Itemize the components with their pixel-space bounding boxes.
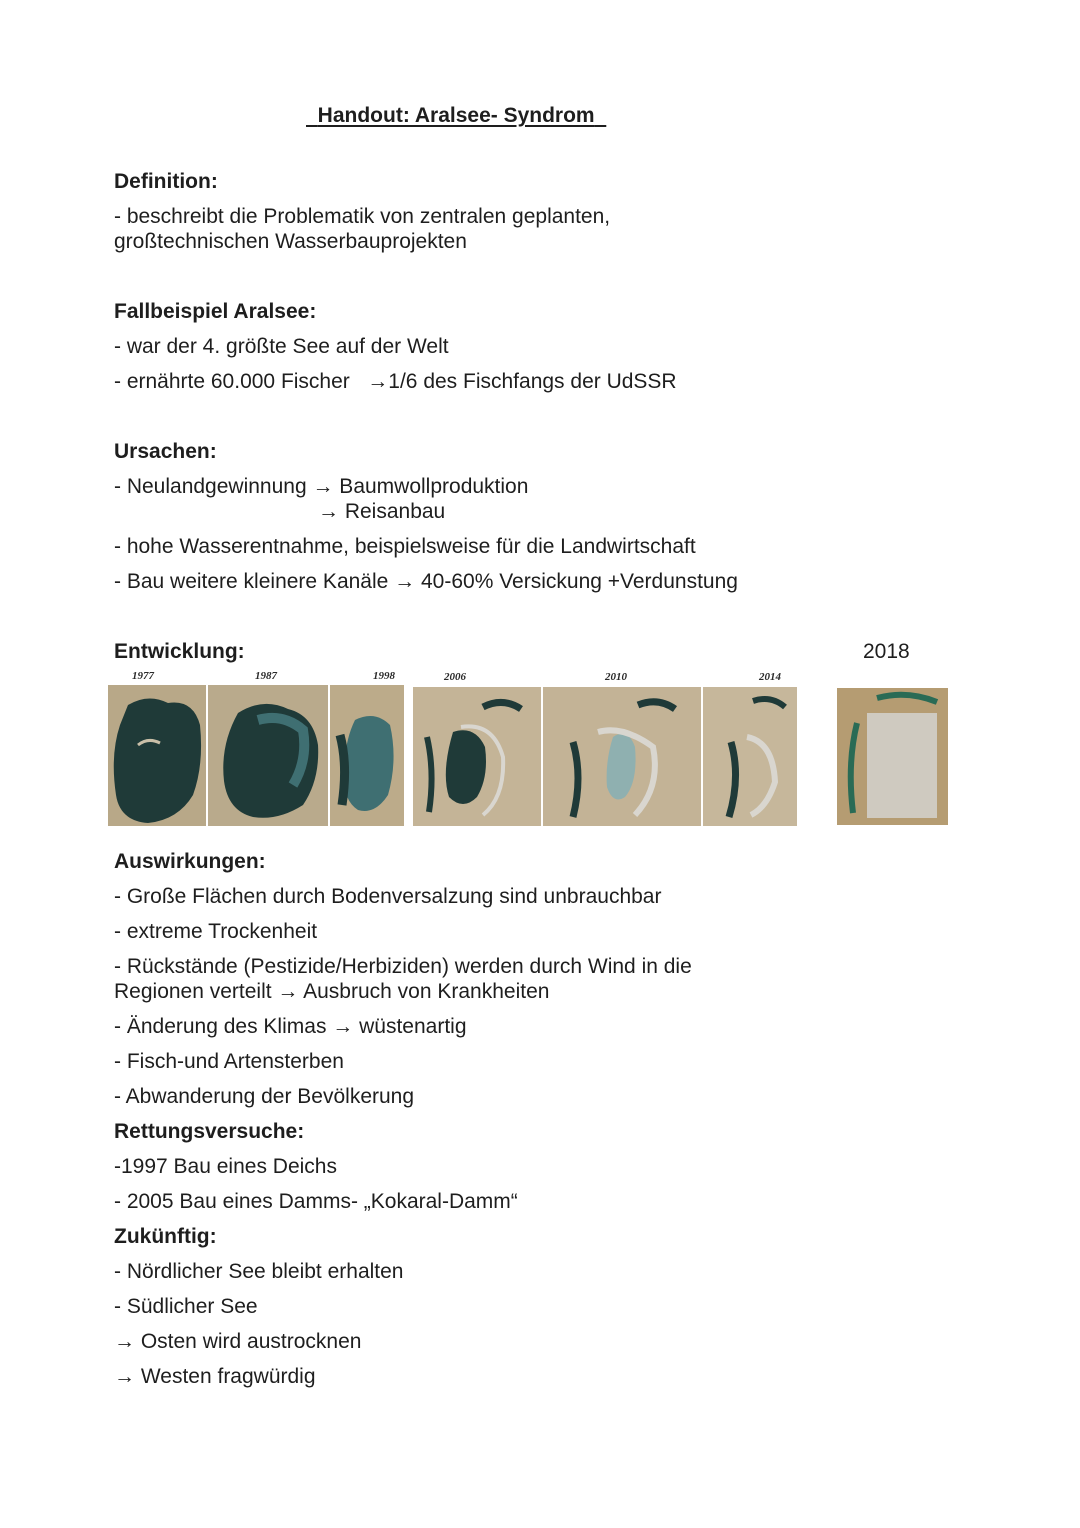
heading-zukuenftig: Zukünftig:: [114, 1225, 217, 1248]
definition-line: großtechnischen Wasserbauprojekten: [114, 230, 467, 253]
heading-definition: Definition:: [114, 170, 218, 193]
page-title-text: Handout: Aralsee- Syndrom: [317, 104, 595, 127]
auswirkungen-line: - Große Flächen durch Bodenversalzung sind unbrauchbar: [114, 885, 662, 908]
ursachen-line: - Bau weitere kleinere Kanäle → 40-60% Versickung +Verdunstung: [114, 570, 738, 593]
heading-ursachen: Ursachen:: [114, 440, 217, 463]
satellite-image-1998: [330, 685, 404, 826]
zukuenftig-line: → Westen fragwürdig: [114, 1365, 316, 1388]
heading-fallbeispiel: Fallbeispiel Aralsee:: [114, 300, 317, 323]
aral-sea-satellite-strip: [108, 665, 797, 826]
year-label-2018: 2018: [863, 640, 910, 663]
auswirkungen-line: - Änderung des Klimas → wüstenartig: [114, 1015, 467, 1038]
zukuenftig-line: → Osten wird austrocknen: [114, 1330, 362, 1353]
heading-auswirkungen: Auswirkungen:: [114, 850, 266, 873]
ursachen-line: - hohe Wasserentnahme, beispielsweise für die Landwirtschaft: [114, 535, 696, 558]
ursachen-line: - Neulandgewinnung → Baumwollproduktion: [114, 475, 529, 498]
rettungsversuche-line: - 2005 Bau eines Damms- „Kokaral-Damm“: [114, 1190, 518, 1213]
year-label: 2006: [444, 671, 466, 683]
satellite-image-2018: [837, 688, 948, 825]
satellite-image-2014: [703, 687, 797, 826]
year-label: 2010: [605, 671, 627, 683]
zukuenftig-line: - Südlicher See: [114, 1295, 258, 1318]
year-label: 2014: [759, 671, 781, 683]
page-title: [306, 104, 606, 128]
ursachen-line: → Reisanbau: [318, 500, 446, 523]
year-label: 1987: [255, 670, 277, 682]
auswirkungen-line: - extreme Trockenheit: [114, 920, 318, 943]
satellite-image-1987: [208, 685, 328, 826]
fallbeispiel-line: - ernährte 60.000 Fischer →1/6 des Fischfangs der UdSSR: [114, 370, 677, 393]
auswirkungen-line: Regionen verteilt → Ausbruch von Krankheiten: [114, 980, 550, 1003]
fallbeispiel-line: - war der 4. größte See auf der Welt: [114, 335, 449, 358]
auswirkungen-line: - Abwanderung der Bevölkerung: [114, 1085, 415, 1108]
zukuenftig-line: - Nördlicher See bleibt erhalten: [114, 1260, 404, 1283]
auswirkungen-line: - Fisch-und Artensterben: [114, 1050, 344, 1073]
heading-entwicklung: Entwicklung:: [114, 640, 245, 663]
year-label: 1998: [373, 670, 395, 682]
auswirkungen-line: - Rückstände (Pestizide/Herbiziden) werden durch Wind in die: [114, 955, 692, 978]
satellite-image-2010: [543, 687, 701, 826]
definition-line: - beschreibt die Problematik von zentralen geplanten,: [114, 205, 611, 228]
rettungsversuche-line: -1997 Bau eines Deichs: [114, 1155, 337, 1178]
year-label: 1977: [132, 670, 154, 682]
heading-rettungsversuche: Rettungsversuche:: [114, 1120, 305, 1143]
satellite-image-2006: [413, 687, 541, 826]
satellite-image-1977: [108, 685, 206, 826]
